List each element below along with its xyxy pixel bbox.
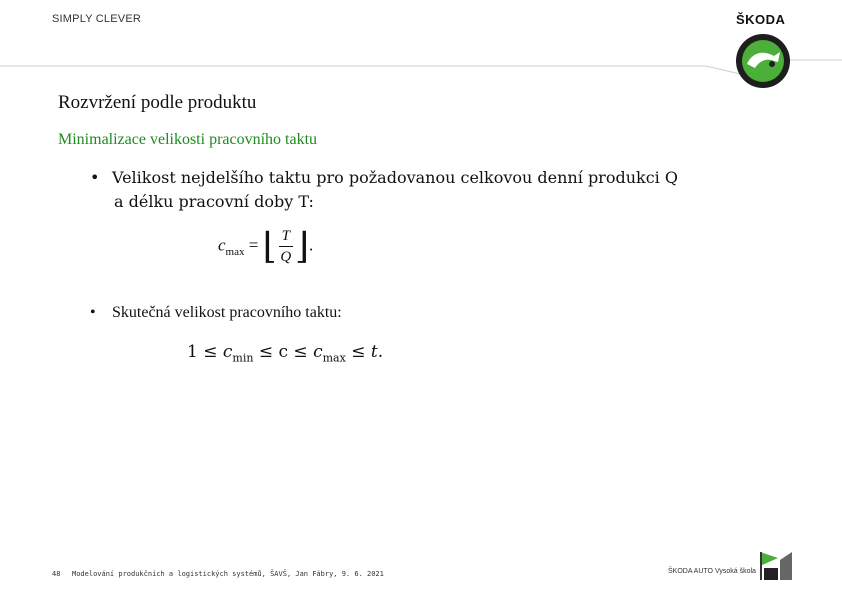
formula1-equals: =: [248, 235, 259, 255]
bullet-max-cycle: [90, 166, 700, 214]
bullet1-line1: Velikost nejdelšího taktu pro požadovanou celkovou denní produkci Q: [112, 168, 678, 187]
formula1-numerator: T: [279, 226, 293, 247]
footer-brand: ŠKODA AUTO Vysoká škola: [668, 568, 756, 575]
formula-inequality: [187, 342, 383, 364]
formula2-end: .: [377, 342, 384, 362]
bullet-icon: •: [90, 304, 96, 321]
formula1-lhs-sub: max: [225, 245, 245, 258]
formula2-cmax-sub: max: [322, 351, 346, 365]
formula2-cmax: c: [313, 342, 323, 362]
bullet1-line2: a délku pracovní doby T:: [114, 192, 314, 211]
tagline: SIMPLY CLEVER: [52, 13, 142, 25]
formula2-part1: 1 ≤: [187, 342, 223, 362]
formula1-trailing: .: [309, 235, 314, 255]
bullet-icon: •: [90, 168, 100, 187]
formula1-denominator: Q: [280, 249, 292, 265]
header-divider: [0, 40, 842, 80]
formula1-lhs: c: [218, 235, 226, 255]
formula2-part2: ≤ c ≤: [253, 342, 314, 362]
footer-text: Modelování produkčních a logistických systémů, ŠAVŠ, Jan Fábry, 9. 6. 2021: [72, 570, 384, 578]
skoda-logo: [730, 28, 796, 94]
page-number: 48: [52, 570, 61, 578]
bullet2-text: Skutečná velikost pracovního taktu:: [112, 304, 342, 321]
skoda-winged-arrow-icon: [730, 28, 796, 94]
formula2-part3: ≤: [345, 342, 371, 362]
bullet-actual-cycle: [90, 304, 342, 322]
formula-cmax: [218, 226, 313, 267]
floor-left-bracket: ⌊: [262, 225, 277, 267]
formula1-fraction: [279, 226, 293, 267]
brand-name: ŠKODA: [736, 12, 786, 27]
formula2-cmin-sub: min: [232, 351, 254, 365]
formula2-t: t: [370, 342, 378, 362]
floor-right-bracket: ⌋: [294, 225, 310, 267]
slide-subtitle: Minimalizace velikosti pracovního taktu: [58, 131, 318, 148]
formula2-cmin: c: [222, 342, 233, 362]
footer-flag-icon: [758, 550, 792, 582]
slide-title: Rozvržení podle produktu: [58, 92, 257, 113]
